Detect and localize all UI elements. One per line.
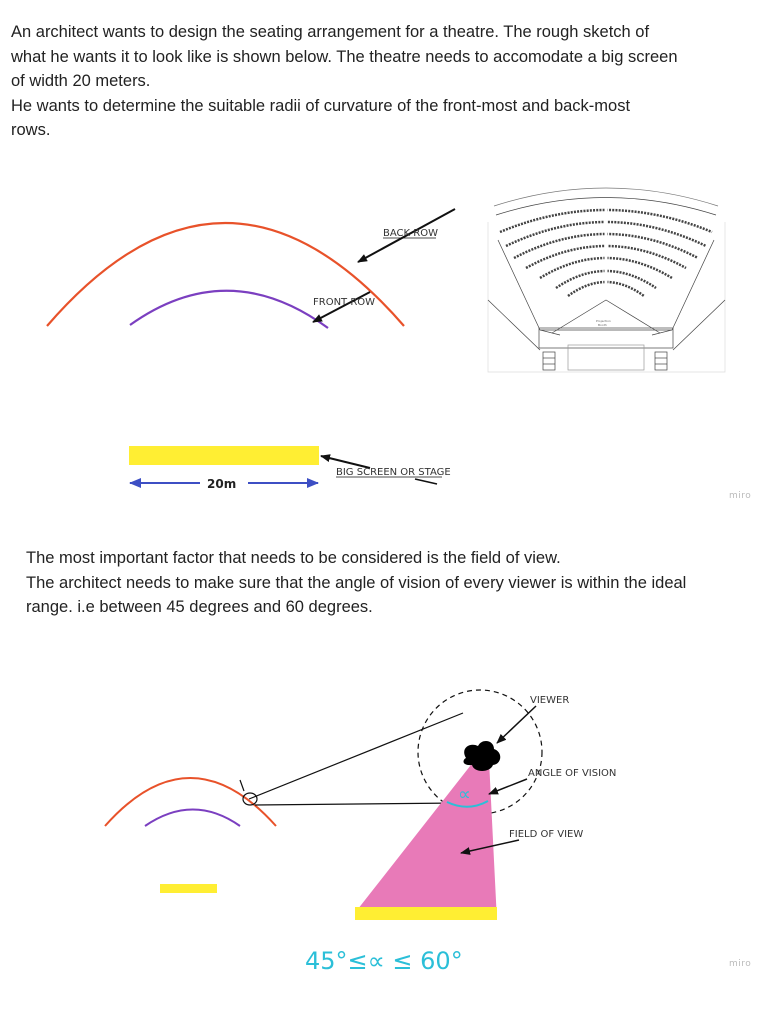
booth-caption: Booth [598,323,607,327]
angle-of-vision-label: ANGLE OF VISION [528,768,617,779]
angle-inequality: 45°≤∝ ≤ 60° [305,947,463,975]
intro-line: of width 20 meters. [11,72,151,90]
viewer-arrow [497,706,536,743]
miro-watermark-2: miro [729,959,752,969]
back-row-label: BACK ROW [383,228,438,239]
intro-line: what he wants it to look like is shown below. The theatre needs to accomodate a big screen [11,47,678,66]
theatre-floor-plan [488,188,725,372]
seating-sketch [47,209,751,501]
back-row-arc-small [105,778,276,826]
field-of-view-sketch [105,690,751,975]
intro-line: He wants to determine the suitable radii of curvature of the front-most and back-most [11,96,631,115]
miro-watermark: miro [729,491,752,501]
field-of-view-triangle [357,758,496,911]
alpha-symbol: ∝ [458,784,471,805]
front-row-arc-small [145,810,240,827]
screen-base [355,907,497,920]
fov-line: The architect needs to make sure that the angle of vision of every viewer is within the ideal [26,573,687,592]
big-screen [129,446,319,465]
fov-line: The most important factor that needs to be considered is the field of view. [26,549,561,567]
screen-label: BIG SCREEN OR STAGE [336,467,451,478]
intro-line: An architect wants to design the seating arrangement for a theatre. The rough sketch of [11,23,650,41]
width-label: 20m [207,477,237,491]
front-row-label: FRONT ROW [313,297,376,308]
intro-line: rows. [11,121,51,139]
projection-caption: Projection [596,319,611,323]
viewer-head [464,741,501,771]
back-row-arc [47,223,404,326]
front-row-arc [130,291,328,328]
fov-line: range. i.e between 45 degrees and 60 degrees. [26,598,373,616]
screen-small [160,884,217,893]
viewer-label: VIEWER [530,695,570,706]
field-of-view-label: FIELD OF VIEW [509,829,584,840]
angle-arrow [489,779,527,794]
